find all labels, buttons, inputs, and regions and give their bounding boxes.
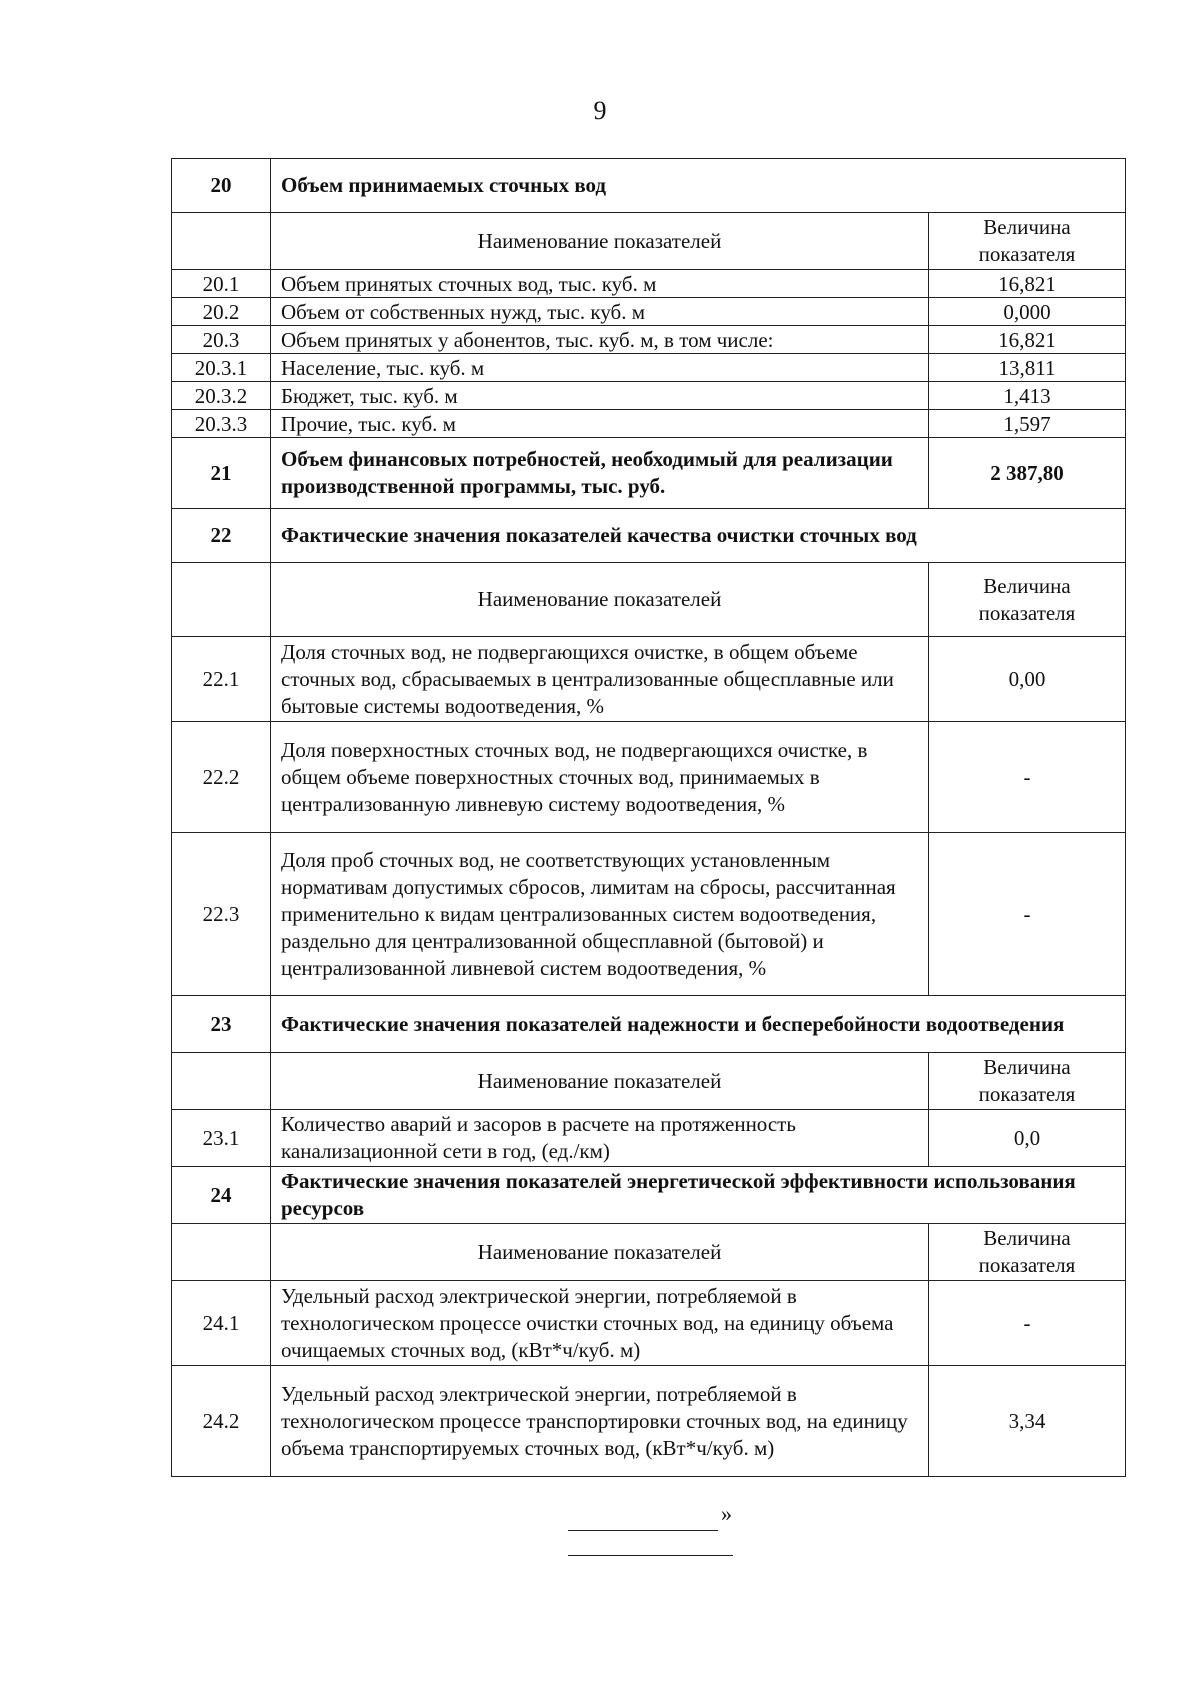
header-row bbox=[172, 1053, 1126, 1110]
header-name-cell: Наименование показателей bbox=[271, 563, 929, 637]
table-row bbox=[172, 722, 1126, 833]
row-number: 24.1 bbox=[172, 1281, 271, 1366]
row-value: - bbox=[929, 722, 1126, 833]
bottom-divider-line bbox=[568, 1555, 733, 1556]
section-title: Фактические значения показателей надежности и бесперебойности водоотведения bbox=[271, 996, 1126, 1053]
header-empty-cell bbox=[172, 1224, 271, 1281]
section-row bbox=[172, 1167, 1126, 1224]
table-row bbox=[172, 410, 1126, 438]
section-value: 2 387,80 bbox=[929, 438, 1126, 509]
section-title: Фактические значения показателей энергетической эффективности использования ресурсов bbox=[271, 1167, 1126, 1224]
section-row bbox=[172, 509, 1126, 563]
row-name: Удельный расход электрической энергии, потребляемой в технологическом процессе транспортировки сточных вод, на единицу объема транспортируемых сточных вод, (кВт*ч/куб. м) bbox=[271, 1366, 929, 1477]
table-row bbox=[172, 298, 1126, 326]
row-number: 22.3 bbox=[172, 833, 271, 996]
row-value: 3,34 bbox=[929, 1366, 1126, 1477]
indicators-table bbox=[171, 158, 1126, 1477]
row-number: 22.1 bbox=[172, 637, 271, 722]
row-value: 16,821 bbox=[929, 270, 1126, 298]
row-name: Бюджет, тыс. куб. м bbox=[271, 382, 929, 410]
row-value: - bbox=[929, 1281, 1126, 1366]
closing-quote-mark: » bbox=[721, 1501, 732, 1526]
row-name: Прочие, тыс. куб. м bbox=[271, 410, 929, 438]
section-number: 24 bbox=[172, 1167, 271, 1224]
header-name-cell: Наименование показателей bbox=[271, 1224, 929, 1281]
header-empty-cell bbox=[172, 1053, 271, 1110]
row-name: Удельный расход электрической энергии, потребляемой в технологическом процессе очистки сточных вод, на единицу объема очищаемых сточных вод, (кВт*ч/куб. м) bbox=[271, 1281, 929, 1366]
section-row bbox=[172, 996, 1126, 1053]
table-row bbox=[172, 382, 1126, 410]
table-row bbox=[172, 1281, 1126, 1366]
header-row bbox=[172, 213, 1126, 270]
table-row bbox=[172, 637, 1126, 722]
row-number: 24.2 bbox=[172, 1366, 271, 1477]
table-row bbox=[172, 354, 1126, 382]
section-title: Объем финансовых потребностей, необходимый для реализации производственной программы, тыс. руб. bbox=[271, 438, 929, 509]
row-number: 22.2 bbox=[172, 722, 271, 833]
section-number: 22 bbox=[172, 509, 271, 563]
row-value: 1,413 bbox=[929, 382, 1126, 410]
section-number: 23 bbox=[172, 996, 271, 1053]
row-name: Доля проб сточных вод, не соответствующих установленным нормативам допустимых сбросов, лимитам на сбросы, рассчитанная применительно к видам централизованных систем водоотведения, раздельно для централизованной общесплавной (бытовой) и централизованной ливневой систем водоотведения, % bbox=[271, 833, 929, 996]
section-title: Фактические значения показателей качества очистки сточных вод bbox=[271, 509, 1126, 563]
table-row bbox=[172, 1366, 1126, 1477]
section-row bbox=[172, 159, 1126, 213]
header-row bbox=[172, 1224, 1126, 1281]
table-row bbox=[172, 833, 1126, 996]
row-number: 23.1 bbox=[172, 1110, 271, 1167]
table-row bbox=[172, 270, 1126, 298]
row-value: 13,811 bbox=[929, 354, 1126, 382]
page-number: 9 bbox=[593, 96, 607, 125]
row-name: Объем от собственных нужд, тыс. куб. м bbox=[271, 298, 929, 326]
header-row bbox=[172, 563, 1126, 637]
row-value: 16,821 bbox=[929, 326, 1126, 354]
row-value: 0,00 bbox=[929, 637, 1126, 722]
row-value: 1,597 bbox=[929, 410, 1126, 438]
header-value-cell: Величина показателя bbox=[929, 563, 1126, 637]
row-name: Объем принятых сточных вод, тыс. куб. м bbox=[271, 270, 929, 298]
row-value: 0,0 bbox=[929, 1110, 1126, 1167]
row-name: Население, тыс. куб. м bbox=[271, 354, 929, 382]
section-number: 21 bbox=[172, 438, 271, 509]
row-number: 20.3.3 bbox=[172, 410, 271, 438]
closing-signature-line bbox=[568, 1501, 732, 1531]
header-name-cell: Наименование показателей bbox=[271, 213, 929, 270]
row-number: 20.1 bbox=[172, 270, 271, 298]
header-value-cell: Величина показателя bbox=[929, 213, 1126, 270]
row-number: 20.3.1 bbox=[172, 354, 271, 382]
section-number: 20 bbox=[172, 159, 271, 213]
row-name: Доля сточных вод, не подвергающихся очистке, в общем объеме сточных вод, сбрасываемых в централизованные общесплавные или бытовые системы водоотведения, % bbox=[271, 637, 929, 722]
section-title: Объем принимаемых сточных вод bbox=[271, 159, 1126, 213]
row-number: 20.3 bbox=[172, 326, 271, 354]
row-value: - bbox=[929, 833, 1126, 996]
table-row bbox=[172, 326, 1126, 354]
header-value-cell: Величина показателя bbox=[929, 1224, 1126, 1281]
section-row bbox=[172, 438, 1126, 509]
header-value-cell: Величина показателя bbox=[929, 1053, 1126, 1110]
header-empty-cell bbox=[172, 563, 271, 637]
row-value: 0,000 bbox=[929, 298, 1126, 326]
table-row bbox=[172, 1110, 1126, 1167]
row-name: Объем принятых у абонентов, тыс. куб. м, в том числе: bbox=[271, 326, 929, 354]
header-name-cell: Наименование показателей bbox=[271, 1053, 929, 1110]
row-name: Количество аварий и засоров в расчете на протяженность канализационной сети в год, (ед./км) bbox=[271, 1110, 929, 1167]
row-number: 20.2 bbox=[172, 298, 271, 326]
header-empty-cell bbox=[172, 213, 271, 270]
row-name: Доля поверхностных сточных вод, не подвергающихся очистке, в общем объеме поверхностных сточных вод, принимаемых в централизованную ливневую систему водоотведения, % bbox=[271, 722, 929, 833]
row-number: 20.3.2 bbox=[172, 382, 271, 410]
